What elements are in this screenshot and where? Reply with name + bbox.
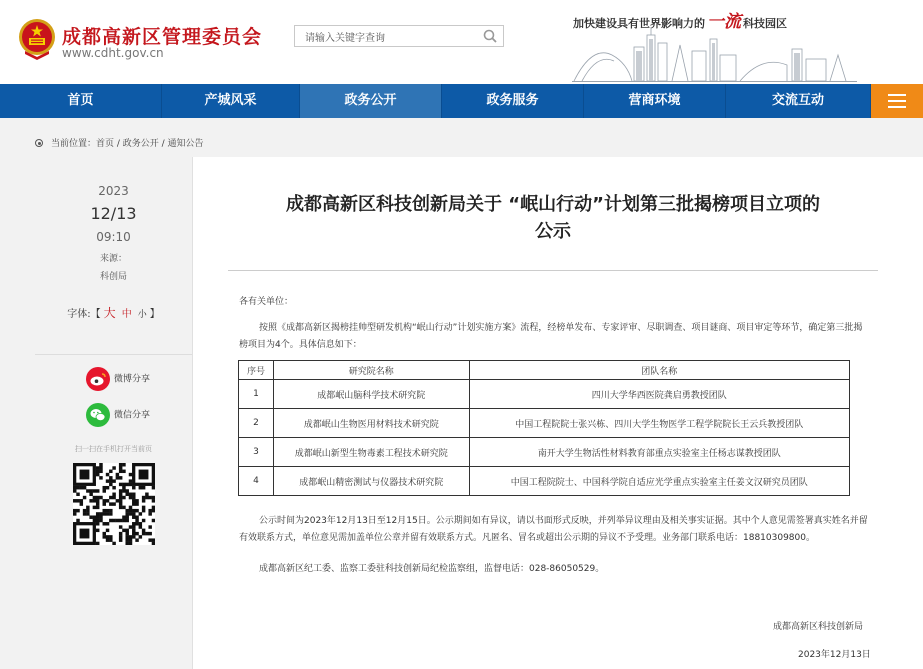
- table-cell: 成都岷山生物医用材料技术研究院: [273, 409, 469, 438]
- table-cell: 3: [239, 438, 274, 467]
- qr-code: [73, 463, 155, 545]
- weibo-share-button[interactable]: [86, 367, 150, 391]
- table-cell: 中国工程院院士、中国科学院自适应光学重点实验室主任姜文汉研究员团队: [469, 467, 849, 496]
- wechat-icon: [86, 403, 110, 427]
- font-size-small[interactable]: 小: [137, 310, 147, 320]
- search-icon[interactable]: [483, 29, 497, 43]
- article-title-line2: 公示: [535, 221, 571, 242]
- font-size-close: 】: [149, 309, 160, 320]
- article-title: [243, 191, 863, 245]
- article-paragraph-3: 成都高新区纪工委、监察工委驻科技创新局纪检监察组，监督电话：028-86050529。: [259, 564, 605, 574]
- nav-item-interaction[interactable]: 交流互动: [726, 84, 871, 118]
- slogan-suffix: 科技园区: [743, 17, 787, 30]
- font-size-medium[interactable]: 中: [121, 309, 132, 320]
- site-header: [0, 0, 923, 84]
- breadcrumb-label: 当前位置：: [51, 139, 97, 149]
- table-cell: 1: [239, 380, 274, 409]
- source-value: 科创局: [99, 272, 127, 282]
- nav-item-home[interactable]: 首页: [0, 84, 162, 118]
- site-name[interactable]: 成都高新区管理委员会: [62, 26, 263, 48]
- scan-hint: 扫一扫在手机打开当前页: [75, 445, 152, 453]
- article-greeting: 各有关单位：: [239, 297, 294, 307]
- project-table: [238, 360, 850, 496]
- weibo-share-label: 微博分享: [114, 374, 151, 385]
- wechat-share-button[interactable]: [86, 403, 150, 427]
- breadcrumb: [35, 136, 204, 149]
- national-emblem-icon[interactable]: [18, 17, 56, 61]
- search-input[interactable]: [303, 29, 477, 49]
- article-paragraph-2: 公示时间为2023年12月13日至12月15日。公示期间如有异议，请以书面形式反映，并列举异议理由及相关事实证据。其中个人意见需签署真实姓名并留有效联系方式，单位意见需加盖单位公章并留有效联系方式。凡匿名、冒名或超出公示期的异议不予受理。业务部门联系电话：18810309800。: [239, 516, 868, 543]
- table-cell: 2: [239, 409, 274, 438]
- publish-year: 2023: [98, 184, 129, 198]
- table-cell: 4: [239, 467, 274, 496]
- table-header-cell: 序号: [239, 361, 274, 380]
- slogan-prefix: 加快建设具有世界影响力的: [573, 17, 705, 30]
- font-size-label: 字体:【: [67, 309, 101, 320]
- nav-item-city[interactable]: 产城风采: [162, 84, 300, 118]
- table-cell: 四川大学华西医院龚启勇教授团队: [469, 380, 849, 409]
- signature-date: 2023年12月13日: [798, 650, 871, 660]
- breadcrumb-path[interactable]: 首页 / 政务公开 / 通知公告: [96, 139, 204, 149]
- city-skyline-illustration: [572, 25, 857, 82]
- nav-item-gov-service[interactable]: 政务服务: [442, 84, 584, 118]
- nav-item-business[interactable]: 营商环境: [584, 84, 726, 118]
- signature-organization: 成都高新区科技创新局: [773, 622, 864, 632]
- table-cell: 成都岷山精密测试与仪器技术研究院: [273, 467, 469, 496]
- sidebar-divider: [35, 354, 192, 355]
- article-content: [193, 157, 923, 669]
- main-nav: [0, 84, 923, 118]
- table-cell: 南开大学生物活性材料教育部重点实验室主任杨志谋教授团队: [469, 438, 849, 467]
- table-cell: 成都岷山新型生物毒素工程技术研究院: [273, 438, 469, 467]
- table-row: [239, 380, 850, 409]
- source-label: 来源：: [99, 254, 127, 264]
- location-icon: [35, 139, 43, 147]
- nav-item-gov-open[interactable]: 政务公开: [300, 84, 442, 118]
- title-divider: [228, 270, 878, 271]
- search-box: [294, 25, 504, 47]
- table-cell: 中国工程院院士张兴栋、四川大学生物医学工程学院院长王云兵教授团队: [469, 409, 849, 438]
- hamburger-menu-icon[interactable]: [871, 84, 923, 118]
- wechat-share-label: 微信分享: [114, 410, 151, 421]
- publish-date: 12/13: [90, 204, 137, 223]
- table-header-cell: 团队名称: [469, 361, 849, 380]
- table-row: [239, 438, 850, 467]
- table-row: [239, 409, 850, 438]
- publish-time: 09:10: [96, 230, 131, 244]
- font-size-large[interactable]: 大: [103, 306, 116, 320]
- font-size-switcher: [35, 304, 192, 321]
- slogan-emphasis: 一流: [707, 12, 741, 32]
- table-header-cell: 研究院名称: [273, 361, 469, 380]
- article-title-line1: 成都高新区科技创新局关于 “岷山行动”计划第三批揭榜项目立项的: [286, 194, 820, 215]
- weibo-icon: [86, 367, 110, 391]
- site-url: www.cdht.gov.cn: [62, 46, 164, 60]
- article-sidebar: [35, 157, 193, 669]
- table-cell: 成都岷山脑科学技术研究院: [273, 380, 469, 409]
- table-row: [239, 467, 850, 496]
- table-header-row: [239, 361, 850, 380]
- article-paragraph-1: 按照《成都高新区揭榜挂帅型研发机构“岷山行动”计划实施方案》流程，经榜单发布、专家评审、尽职调查、项目谜商、项目审定等环节，确定第三批揭榜项目为4个。具体信息如下：: [239, 323, 863, 350]
